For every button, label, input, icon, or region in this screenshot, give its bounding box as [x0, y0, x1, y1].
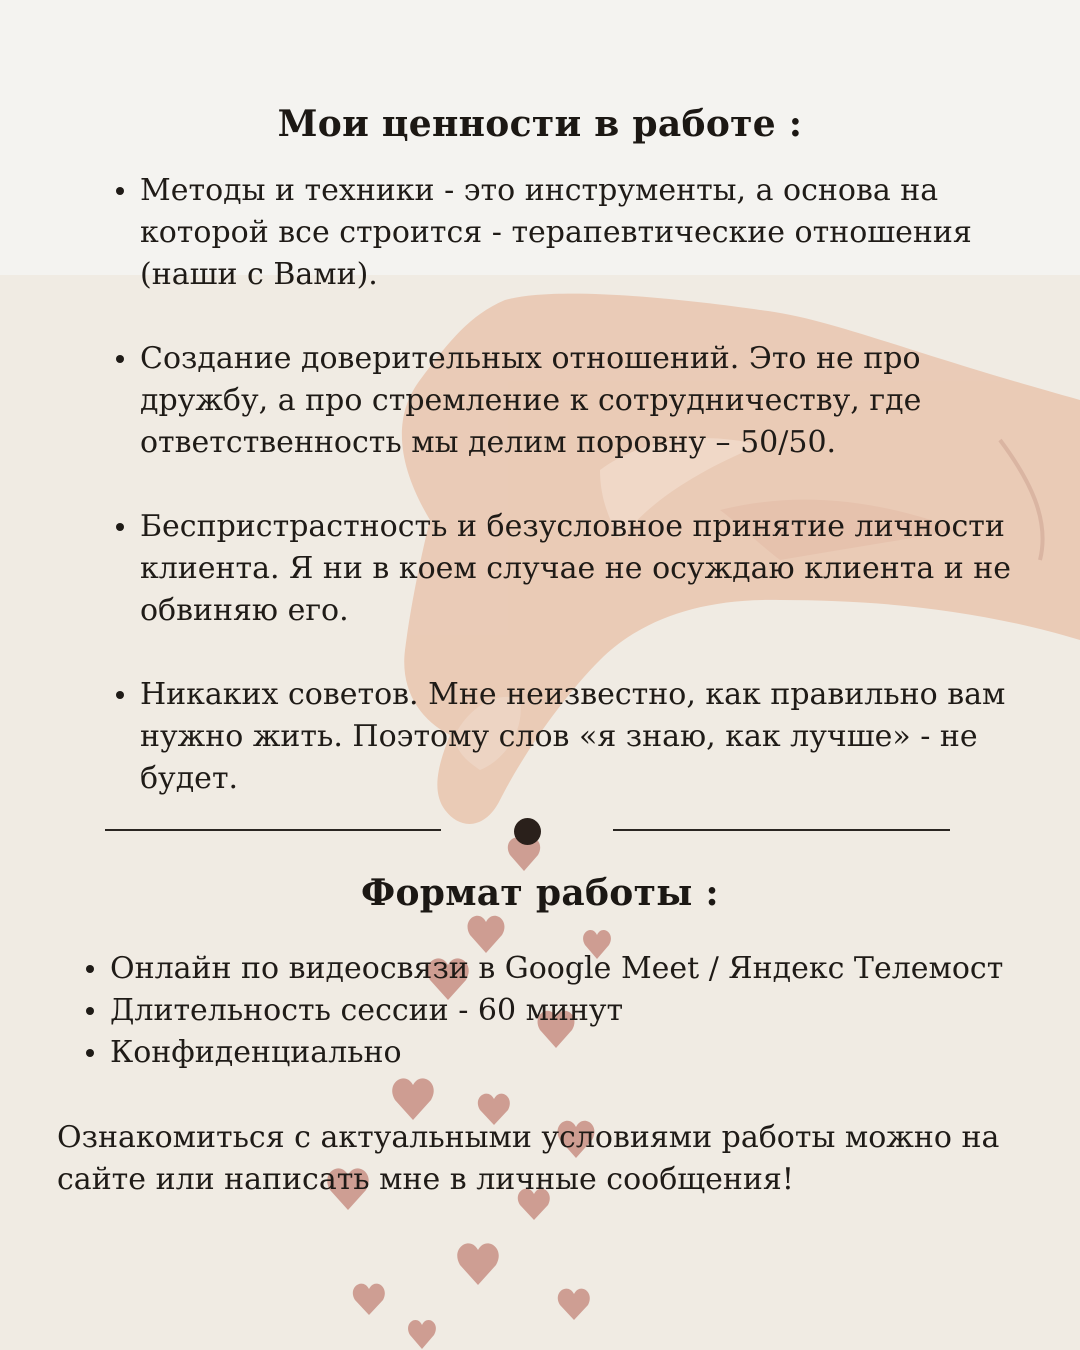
divider-dot-icon: [514, 818, 541, 845]
list-item-text: Создание доверительных отношений. Это не про дружбу, а про стремление к сотрудничеству, где ответственность мы делим поровну – 50/50.: [140, 341, 922, 460]
format-list: [82, 948, 1042, 1074]
list-item: [112, 170, 1012, 296]
list-item-text: Конфиденциально: [110, 1035, 402, 1070]
values-list: [112, 170, 1012, 842]
values-heading: Мои ценности в работе :: [277, 103, 803, 145]
list-item-text: Методы и техники - это инструменты, а основа на которой все строится - терапевтические отношения (наши с Вами).: [140, 173, 972, 292]
bullet-icon: [86, 1007, 94, 1015]
divider-line-right: [613, 829, 950, 831]
list-item: [112, 506, 1012, 632]
bullet-icon: [86, 1049, 94, 1057]
list-item-text: Никаких советов. Мне неизвестно, как правильно вам нужно жить. Поэтому слов «я знаю, как лучше» - не будет.: [140, 677, 1006, 796]
list-item: [82, 948, 1042, 990]
list-item-text: Онлайн по видеосвязи в Google Meet / Яндекс Телемост: [110, 951, 1004, 986]
list-item-text: Длительность сессии - 60 минут: [110, 993, 624, 1028]
list-item-text: Беспристрастность и безусловное принятие личности клиента. Я ни в коем случае не осуждаю клиента и не обвиняю его.: [140, 509, 1012, 628]
bullet-icon: [116, 355, 124, 363]
list-item: [112, 674, 1012, 800]
list-item: [82, 1032, 1042, 1074]
closing-text: Ознакомиться с актуальными условиями работы можно на сайте или написать мне в личные сообщения!: [57, 1120, 1000, 1197]
bullet-icon: [116, 187, 124, 195]
format-heading: Формат работы :: [360, 872, 719, 914]
divider-line-left: [105, 829, 441, 831]
bullet-icon: [116, 523, 124, 531]
bullet-icon: [116, 691, 124, 699]
list-item: [82, 990, 1042, 1032]
list-item: [112, 338, 1012, 464]
bullet-icon: [86, 965, 94, 973]
